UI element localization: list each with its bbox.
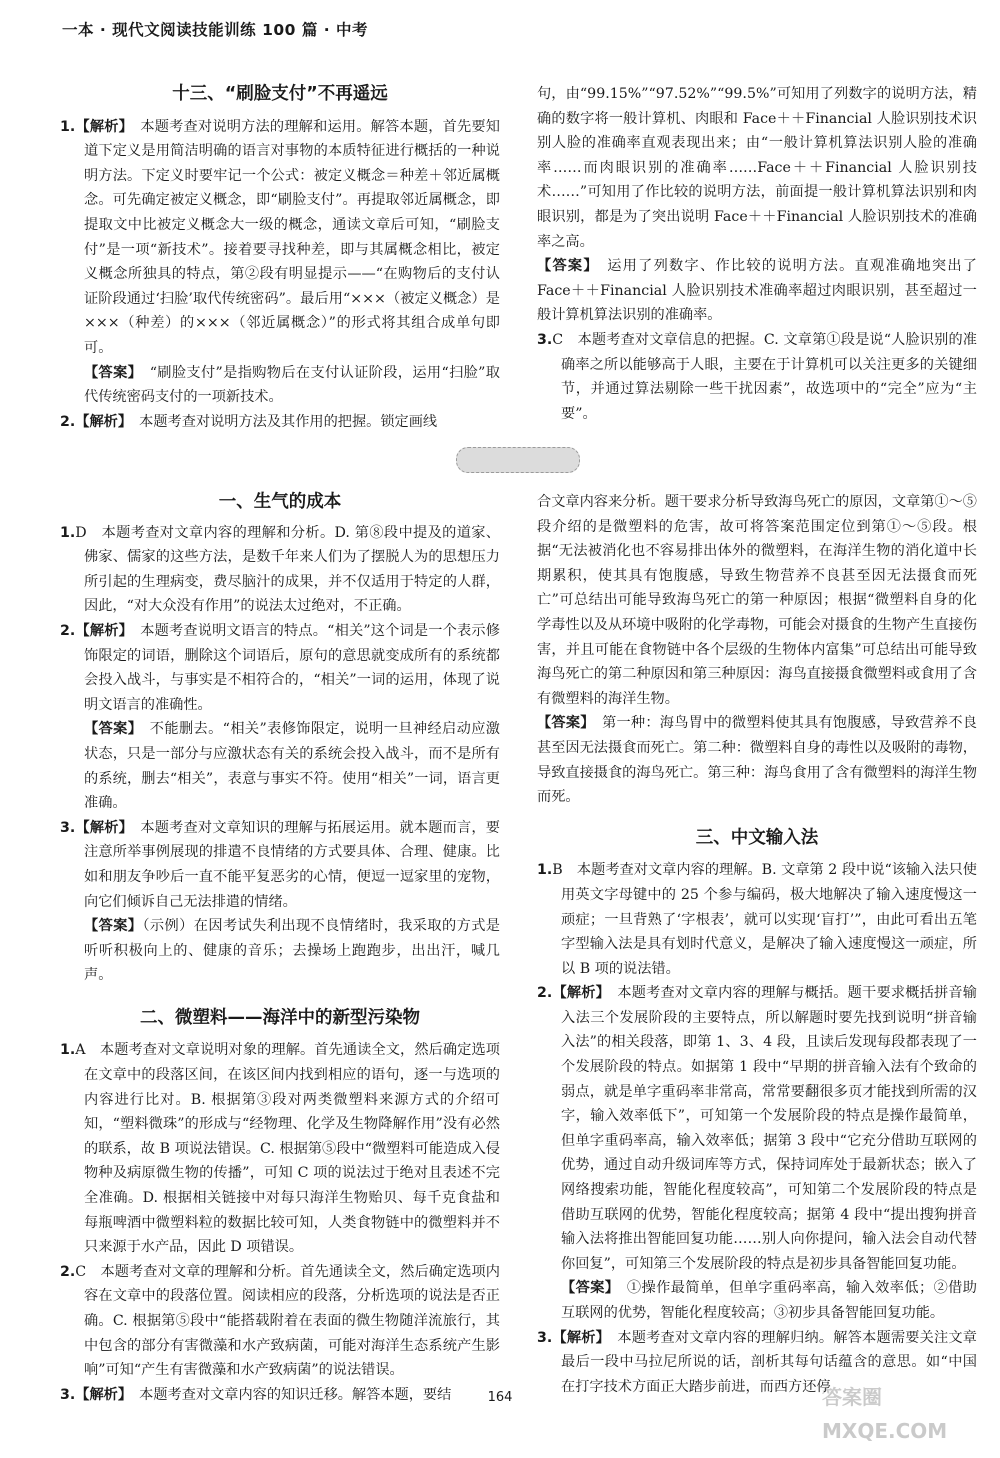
s3-item-2-answer <box>537 1276 977 1325</box>
s1-item-1-number: 1. <box>60 524 76 541</box>
s2-item-1 <box>60 1038 500 1259</box>
s3-item-3-tag: 【解析】 <box>552 1329 603 1346</box>
s2-item-2-number: 2. <box>60 1263 76 1280</box>
s3-item-2 <box>537 981 977 1276</box>
s13-item-1 <box>60 115 500 361</box>
s13-item-2-number: 2. <box>60 413 76 430</box>
watermark-logo <box>812 1368 992 1450</box>
s1-item-2-answer-tag: 【答案】 <box>84 721 136 738</box>
s13-item-2 <box>60 410 500 435</box>
s3-item-1 <box>537 858 977 981</box>
s13-item-2-text-start: 本题考查对说明方法及其作用的把握。锁定画线 <box>139 413 438 430</box>
s1-item-3 <box>60 816 500 914</box>
s1-item-3-number: 3. <box>60 819 76 836</box>
page-number: 164 <box>487 1390 513 1405</box>
left-bottom-column <box>60 490 500 1407</box>
s13-item-2-tag: 【解析】 <box>75 413 125 430</box>
s2-item-3-number: 3. <box>60 1386 76 1403</box>
s13-item-2-answer-text: 运用了列数字、作比较的说明方法。直观准确地突出了 Face＋＋Financial 人脸识别技术准确率超过肉眼识别，甚至超过一般计算机算法识别的准确率。 <box>537 258 977 324</box>
s13-item-2-answer-tag: 【答案】 <box>537 258 592 275</box>
s3-item-1-text: B 本题考查对文章内容的理解。B. 文章第 2 段中说“该输入法只使用英文字母键中的 25 个参与编码，极大地解决了输入速度慢这一顽症；一旦背熟了‘字根表’，就可以实现‘盲打’”，由此可看出五笔字型输入法是具有划时代意义，是解决了输入速度慢这一顽症，所以 B 项的说法错。 <box>552 862 977 977</box>
watermark-logo-text: 答案圈 <box>822 1385 882 1409</box>
right-top-column <box>537 82 977 426</box>
s2-item-1-text: A 本题考查对文章说明对象的理解。首先通读全文，然后确定选项在文章中的段落区间，在该区间内找到相应的语句，逐一与选项的内容进行比对。B. 根据第③段对两类微塑料来源方式的介绍可知，“塑料微珠”的形成与“经物理、化学及生物降解作用”没有必然的联系，故 B 项说法错误。C. 根据第⑤段中“微塑料可能造成入侵物种及病原微生物的传播”，可知 C 项的说法过于绝对且表述不完全准确。D. 根据相关链接中对每只海洋生物贻贝、每千克食盐和每瓶啤酒中微塑料粒的数据比较可知，人类食物链中的微塑料并不只来源于水产品，因此 D 项错误。 <box>75 1042 500 1256</box>
s13-item-1-number: 1. <box>60 118 76 135</box>
s3-item-2-text: 本题考查对文章内容的理解与概括。题干要求概括拼音输入法三个发展阶段的主要特点，所以解题时要先找到说明“拼音输入法”的相关段落，即第 1、3、4 段，且读后发现每段都表现了一个发展阶段的特点。如据第 1 段中“早期的拼音输入法有个致命的弱点，就是单字重码率非常高，常常要翻很多页才能找到所需的汉字，输入效率低下”，可知第一个发展阶段的特点是操作最简单，但单字重码率高，输入效率低；据第 3 段中“它充分借助互联网的优势，通过自动升级词库等方式，保持词库处于最新状态；嵌入了网络搜索功能，智能化程度较高”，可知第二个发展阶段的特点是借助互联网的优势，智能化程度较高；据第 4 段中“提出搜狗拼音输入法将推出智能回复功能……别人向你提问，输入法会自动代替你回复”，可知第三个发展阶段的特点是初步具备智能回复功能。 <box>561 985 977 1272</box>
s3-item-2-number: 2. <box>537 985 553 1002</box>
s13-item-1-answer <box>60 361 500 410</box>
s13-item-2-answer <box>537 254 977 328</box>
s1-item-3-tag: 【解析】 <box>75 819 126 836</box>
s1-item-1 <box>60 521 500 619</box>
section-1-title: 一、生气的成本 <box>218 492 342 512</box>
s2-item-1-number: 1. <box>60 1042 76 1059</box>
s3-item-2-answer-text: ①操作最简单，但单字重码率高，输入效率低；②借助互联网的优势，智能化程度较高；③初步具备智能回复功能。 <box>561 1280 977 1321</box>
s13-item-1-text: 本题考查对说明方法的理解和运用。解答本题，首先要知道下定义是用简洁明确的语言对事物的本质特征进行概括的一种说明方法。下定义时要牢记一个公式：被定义概念＝种差＋邻近属概念。可先确定被定义概念，即“刷脸支付”。再提取邻近属概念，即提取文中比被定义概念大一级的概念，通读文章后可知，“刷脸支付”是一项“新技术”。接着要寻找种差，即与其属概念相比，被定义概念所独具的特点，第②段有明显提示——“在购物后的支付认证阶段通过‘扫脸’取代传统密码”。最后用“×××（被定义概念）是×××（种差）的×××（邻近属概念）”的形式将其组合成单句即可。 <box>84 118 500 356</box>
s13-item-3 <box>537 328 977 426</box>
s1-item-2-text: 本题考查说明文语言的特点。“相关”这个词是一个表示修饰限定的词语，删除这个词语后，原句的意思就变成所有的系统都会投入战斗，与事实是不相符合的，“相关”一词的运用，体现了说明文语言的准确性。 <box>84 622 500 713</box>
s2-item-3-tag: 【解析】 <box>75 1386 125 1403</box>
s3-item-2-answer-tag: 【答案】 <box>561 1280 613 1297</box>
s3-item-2-tag: 【解析】 <box>552 985 603 1002</box>
s3-item-3-number: 3. <box>537 1329 553 1346</box>
s2-item-2 <box>60 1260 500 1383</box>
s13-item-1-answer-text: “刷脸支付”是指购物后在支付认证阶段，运用“扫脸”取代传统密码支付的一项新技术。 <box>84 364 500 406</box>
book-header: 一本 · 现代文阅读技能训练 100 篇 · 中考 <box>62 21 369 39</box>
left-top-column <box>60 82 500 434</box>
s1-item-2 <box>60 619 500 717</box>
s1-item-2-number: 2. <box>60 622 76 639</box>
right-bottom-column <box>537 490 977 1399</box>
watermark-url-text: MXQE.COM <box>822 1419 948 1443</box>
section-2-title: 二、微塑料——海洋中的新型污染物 <box>140 1007 420 1028</box>
section-13-title: 十三、“刷脸支付”不再遥远 <box>172 84 388 104</box>
section-divider-badge <box>456 447 580 473</box>
s2-item-2-text: C 本题考查对文章的理解和分析。首先通读全文，然后确定选项内容在文章中的段落位置。阅读相应的段落，分析选项的说法是否正确。C. 根据第⑤段中“能搭载附着在表面的微生物随洋流旅行，其中包含的部分有害微藻和水产致病菌，可能对海洋生态系统产生影响”可知“产生有害微藻和水产致病菌”的说法错误。 <box>75 1263 500 1379</box>
s2-item-3-continued: 合文章内容来分析。题干要求分析导致海鸟死亡的原因，文章第①～⑤段介绍的是微塑料的危害，故可将答案范围定位到第①～⑤段。根据“无法被消化也不容易排出体外的微塑料，在海洋生物的消化道中长期累积，使其具有饱腹感，导致生物营养不良甚至因无法摄食而死亡”可总结出可能导致海鸟死亡的第一种原因；根据“微塑料自身的化学毒性以及从环境中吸附的化学毒物，可能会对摄食的生物产生直接伤害，并且可能在食物链中各个层级的生物体内富集”可总结出可能导致海鸟死亡的第二种原因和第三种原因：海鸟直接摄食微塑料或食用了含有微塑料的海洋生物。 <box>537 494 977 707</box>
s13-item-3-text: C 本题考查对文章信息的把握。C. 文章第①段是说“人脸识别的准确率之所以能够高于人眼，主要在于计算机可以关注更多的关键细节，并通过算法剔除一些干扰因素”，故选项中的“完全”应为“主要”。 <box>552 331 977 422</box>
s2-item-3-text-start: 本题考查对文章内容的知识迁移。解答本题，要结 <box>139 1386 452 1403</box>
s1-item-2-answer-text: 不能删去。“相关”表修饰限定，说明一旦神经启动应激状态，只是一部分与应激状态有关的系统会投入战斗，而不是所有的系统，删去“相关”，表意与事实不符。使用“相关”一词，语言更准确。 <box>84 721 500 812</box>
s1-item-3-answer-tag: 【答案】 <box>84 918 143 935</box>
s13-item-1-answer-tag: 【答案】 <box>84 364 136 381</box>
s3-item-1-number: 1. <box>537 862 553 879</box>
s13-item-2-continued: 句，由“99.15%”“97.52%”“99.5%”可知用了列数字的说明方法，精确的数字将一般计算机、肉眼和 Face＋＋Financial 人脸识别技术识别人脸的准确率直观表现出来；由“一般计算机算法识别人脸的准确率……而肉眼识别的准确率……Face＋＋Financial 人脸识别技术……”可知用了作比较的说明方法，前面提一般计算机算法识别和肉眼识别，都是为了突出说明 Face＋＋Financial 人脸识别技术的准确率之高。 <box>537 86 977 250</box>
s1-item-3-answer <box>60 914 500 988</box>
s1-item-2-answer <box>60 717 500 815</box>
s1-item-2-tag: 【解析】 <box>75 622 126 639</box>
s2-item-3-answer-text: 第一种：海鸟胃中的微塑料使其具有饱腹感，导致营养不良甚至因无法摄食而死亡。第二种：微塑料自身的毒性以及吸附的毒物，导致直接摄食的海鸟死亡。第三种：海鸟食用了含有微塑料的海洋生物而死。 <box>537 715 977 806</box>
s2-item-3-answer-tag: 【答案】 <box>537 715 588 732</box>
section-3-title: 三、中文输入法 <box>695 827 819 848</box>
s1-item-1-text: D 本题考查对文章内容的理解和分析。D. 第⑧段中提及的道家、佛家、儒家的这些方法，是数千年来人们为了摆脱人为的思想压力所引起的生理病变，费尽脑汁的成果，并不仅适用于特定的人群，因此，“对大众没有作用”的说法太过绝对，不正确。 <box>75 524 500 615</box>
s1-item-3-text: 本题考查对文章知识的理解与拓展运用。就本题而言，要注意所举事例展现的排遣不良情绪的方式要具体、合理、健康。比如和朋友争吵后一直不能平复恶劣的心情，便逗一逗家里的宠物，向它们倾诉自己无法排遣的情绪。 <box>84 819 500 910</box>
s3-item-3-text: 本题考查对文章内容的理解归纳。解答本题需要关注文章最后一段中马拉尼所说的话，剖析其每句话蕴含的意思。如“中国在打字技术方面正大踏步前进，而西方还停 <box>561 1329 977 1395</box>
s1-item-3-answer-text: （示例）在因考试失利出现不良情绪时，我采取的方式是听听积极向上的、健康的音乐；去操场上跑跑步，出出汗，喊几声。 <box>84 918 500 984</box>
s13-item-3-number: 3. <box>537 331 553 348</box>
s2-item-3-answer <box>537 711 977 809</box>
s13-item-1-tag: 【解析】 <box>75 118 126 135</box>
